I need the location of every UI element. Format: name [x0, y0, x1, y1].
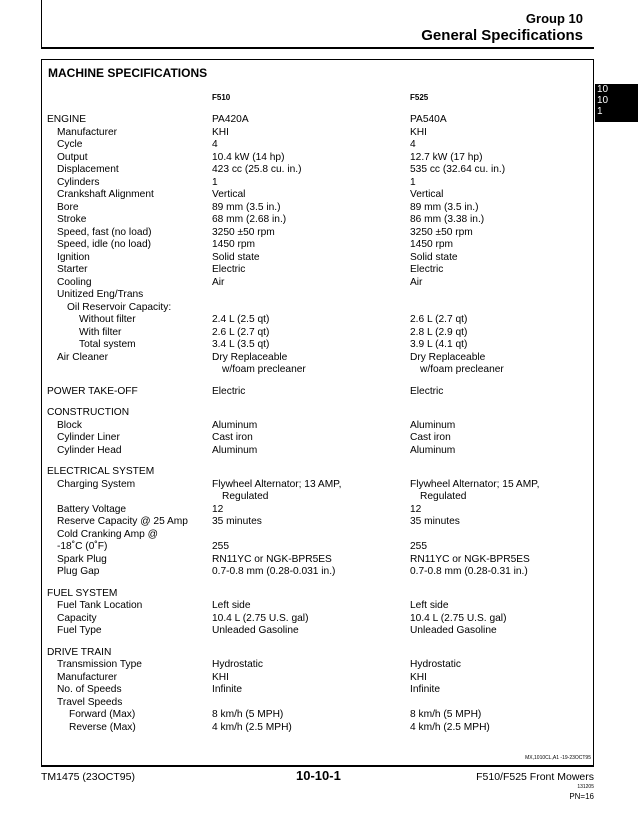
- spec-label: Manufacturer: [57, 126, 118, 138]
- spec-value-f510: Infinite: [212, 684, 243, 695]
- spec-value-f510: 2.4 L (2.5 qt): [212, 314, 270, 325]
- spec-value-f525: Dry Replaceable: [410, 351, 486, 363]
- spec-row: [0, 432, 594, 445]
- spec-label: Cold Cranking Amp @: [57, 528, 158, 540]
- spec-label: With filter: [79, 326, 122, 338]
- spec-value-f510: Flywheel Alternator; 13 AMP,: [212, 478, 342, 490]
- section-tab: [595, 84, 638, 122]
- spec-label: Fuel Tank Location: [57, 600, 143, 611]
- spec-row: [0, 352, 594, 365]
- spec-value-f510: PA420A: [212, 114, 249, 125]
- spec-value-f525: 8 km/h (5 MPH): [410, 709, 482, 720]
- spec-row: [0, 227, 594, 240]
- footer-code: 131205: [577, 784, 594, 790]
- spec-value-f525: 89 mm (3.5 in.): [410, 201, 479, 213]
- spec-row: [0, 529, 594, 542]
- spec-label: Capacity: [57, 612, 97, 624]
- spec-value-f525: 255: [410, 541, 427, 552]
- spec-row: [0, 152, 594, 165]
- spec-label: Stroke: [57, 214, 87, 225]
- spec-label: Travel Speeds: [57, 696, 123, 708]
- spec-table: [0, 114, 594, 734]
- spec-value-f525: Hydrostatic: [410, 659, 461, 670]
- spec-row: [0, 697, 594, 710]
- spec-value-f525: Aluminum: [410, 419, 456, 431]
- spec-row: [0, 554, 594, 567]
- spec-value-f525: PA540A: [410, 114, 447, 125]
- spec-value-f525: 3.9 L (4.1 qt): [410, 339, 468, 350]
- spec-value-f525: Left side: [410, 600, 449, 611]
- spec-label: DRIVE TRAIN: [47, 646, 112, 658]
- spec-label: Reserve Capacity @ 25 Amp: [57, 516, 188, 527]
- spec-value-f510: 1: [212, 176, 218, 188]
- spec-value-f510: 8 km/h (5 MPH): [212, 709, 284, 720]
- spec-value-f510: Electric: [212, 385, 246, 397]
- row-spacer: [0, 579, 594, 588]
- row-spacer: [0, 638, 594, 647]
- spec-row: [0, 289, 594, 302]
- footer-rule: [41, 766, 594, 767]
- spec-value-f525: 4 km/h (2.5 MPH): [410, 721, 490, 733]
- header-rule: [41, 47, 594, 49]
- spec-label: Cycle: [57, 139, 83, 150]
- spec-row: [0, 214, 594, 227]
- spec-row: [0, 114, 594, 127]
- spec-value-f525: KHI: [410, 671, 427, 683]
- spec-label: Forward (Max): [69, 709, 136, 720]
- spec-value-f525: Solid state: [410, 251, 458, 263]
- spec-label: Total system: [79, 339, 136, 350]
- footer-product: F510/F525 Front Mowers: [476, 771, 594, 783]
- spec-value-f510: 10.4 kW (14 hp): [212, 151, 285, 163]
- row-spacer: [0, 377, 594, 386]
- spec-label: Manufacturer: [57, 671, 118, 683]
- spec-row: [0, 189, 594, 202]
- spec-row: [0, 314, 594, 327]
- spec-value-f525: Electric: [410, 385, 444, 397]
- spec-value-f525: Regulated: [420, 491, 467, 502]
- spec-row: [0, 202, 594, 215]
- spec-value-f510: Regulated: [222, 491, 269, 502]
- spec-label: Cooling: [57, 276, 92, 288]
- spec-row: [0, 709, 594, 722]
- page-title: General Specifications: [421, 27, 583, 44]
- spec-value-f510: Aluminum: [212, 444, 258, 456]
- tab-line-2: 10: [597, 95, 609, 106]
- spec-value-f510: Unleaded Gasoline: [212, 625, 299, 636]
- spec-row: [0, 252, 594, 265]
- spec-row: [0, 613, 594, 626]
- spec-label: FUEL SYSTEM: [47, 587, 118, 599]
- spec-row: [0, 327, 594, 340]
- spec-label: Without filter: [79, 314, 136, 325]
- spec-value-f525: RN11YC or NGK-BPR5ES: [410, 553, 530, 565]
- group-label: Group 10: [525, 11, 583, 26]
- spec-row: [0, 177, 594, 190]
- spec-label: Plug Gap: [57, 566, 100, 577]
- spec-row: [0, 722, 594, 735]
- spec-row: [0, 600, 594, 613]
- spec-value-f510: 0.7-0.8 mm (0.28-0.031 in.): [212, 566, 336, 577]
- spec-row: [0, 364, 594, 377]
- spec-value-f510: KHI: [212, 126, 229, 138]
- spec-row: [0, 625, 594, 638]
- spec-value-f525: 10.4 L (2.75 U.S. gal): [410, 612, 507, 624]
- spec-row: [0, 339, 594, 352]
- spec-row: [0, 541, 594, 554]
- spec-value-f525: Vertical: [410, 189, 444, 200]
- footer-page-number: PN=16: [569, 792, 594, 801]
- spec-value-f525: 12: [410, 503, 422, 515]
- spec-label: Speed, fast (no load): [57, 226, 152, 238]
- spec-label: Fuel Type: [57, 625, 102, 636]
- spec-label: -18˚C (0˚F): [57, 541, 108, 552]
- spec-value-f525: Unleaded Gasoline: [410, 625, 497, 636]
- spec-row: [0, 386, 594, 399]
- spec-label: Bore: [57, 201, 79, 213]
- spec-value-f510: Solid state: [212, 251, 260, 263]
- spec-label: Speed, idle (no load): [57, 239, 152, 250]
- tab-line-1: 10: [597, 84, 609, 95]
- figure-reference: MX,1010CL,A1 -19-23OCT95: [525, 755, 591, 761]
- spec-value-f510: 35 minutes: [212, 516, 262, 527]
- spec-value-f525: 35 minutes: [410, 516, 460, 527]
- spec-label: Crankshaft Alignment: [57, 189, 154, 200]
- spec-value-f525: 1450 rpm: [410, 239, 454, 250]
- spec-value-f510: Air: [212, 276, 225, 288]
- spec-value-f510: Vertical: [212, 189, 246, 200]
- spec-value-f510: w/foam precleaner: [222, 364, 306, 375]
- spec-row: [0, 407, 594, 420]
- spec-value-f525: 1: [410, 176, 416, 188]
- spec-label: Ignition: [57, 251, 90, 263]
- spec-row: [0, 420, 594, 433]
- spec-row: [0, 479, 594, 492]
- spec-row: [0, 491, 594, 504]
- spec-value-f525: Infinite: [410, 684, 441, 695]
- spec-row: [0, 277, 594, 290]
- spec-value-f525: Cast iron: [410, 432, 451, 443]
- spec-row: [0, 445, 594, 458]
- spec-value-f510: Hydrostatic: [212, 659, 263, 670]
- spec-label: POWER TAKE-OFF: [47, 385, 138, 397]
- spec-value-f525: Flywheel Alternator; 15 AMP,: [410, 478, 540, 490]
- tab-line-3: 1: [597, 106, 603, 117]
- spec-row: [0, 516, 594, 529]
- spec-value-f510: 12: [212, 503, 224, 515]
- spec-row: [0, 139, 594, 152]
- model-column-a: F510: [212, 93, 231, 102]
- spec-value-f525: Air: [410, 276, 423, 288]
- spec-value-f525: w/foam precleaner: [420, 364, 504, 375]
- spec-row: [0, 264, 594, 277]
- spec-label: Battery Voltage: [57, 503, 127, 515]
- spec-value-f525: KHI: [410, 126, 427, 138]
- spec-row: [0, 566, 594, 579]
- spec-row: [0, 659, 594, 672]
- spec-label: Cylinder Head: [57, 444, 122, 456]
- spec-label: Output: [57, 151, 88, 163]
- spec-label: No. of Speeds: [57, 684, 122, 695]
- spec-heading: MACHINE SPECIFICATIONS: [48, 66, 208, 80]
- spec-value-f510: Left side: [212, 600, 251, 611]
- spec-label: Oil Reservoir Capacity:: [67, 301, 172, 313]
- spec-row: [0, 684, 594, 697]
- row-spacer: [0, 457, 594, 466]
- spec-value-f510: 1450 rpm: [212, 239, 256, 250]
- spec-value-f510: 2.6 L (2.7 qt): [212, 326, 270, 338]
- spec-label: Air Cleaner: [57, 351, 108, 363]
- spec-label: ELECTRICAL SYSTEM: [47, 466, 155, 477]
- spec-value-f525: 3250 ±50 rpm: [410, 226, 473, 238]
- spec-value-f510: Dry Replaceable: [212, 351, 288, 363]
- spec-value-f525: 4: [410, 139, 416, 150]
- spec-row: [0, 588, 594, 601]
- spec-value-f510: Cast iron: [212, 432, 253, 443]
- spec-value-f525: Electric: [410, 264, 444, 275]
- row-spacer: [0, 398, 594, 407]
- spec-value-f510: KHI: [212, 671, 229, 683]
- spec-value-f510: 4: [212, 139, 218, 150]
- spec-value-f510: 3.4 L (3.5 qt): [212, 339, 270, 350]
- spec-label: Unitized Eng/Trans: [57, 289, 144, 300]
- spec-label: CONSTRUCTION: [47, 407, 130, 418]
- spec-value-f510: Electric: [212, 264, 246, 275]
- spec-value-f510: 3250 ±50 rpm: [212, 226, 275, 238]
- footer-page-id: 10-10-1: [296, 768, 341, 783]
- spec-value-f510: Aluminum: [212, 419, 258, 431]
- spec-row: [0, 647, 594, 660]
- spec-label: Starter: [57, 264, 88, 275]
- spec-value-f525: 86 mm (3.38 in.): [410, 214, 485, 225]
- spec-value-f510: 89 mm (3.5 in.): [212, 201, 281, 213]
- model-column-b: F525: [410, 93, 429, 102]
- spec-value-f510: RN11YC or NGK-BPR5ES: [212, 553, 332, 565]
- spec-value-f510: 10.4 L (2.75 U.S. gal): [212, 612, 309, 624]
- spec-value-f525: 0.7-0.8 mm (0.28-0.31 in.): [410, 566, 528, 577]
- spec-row: [0, 164, 594, 177]
- spec-row: [0, 239, 594, 252]
- spec-label: Charging System: [57, 478, 136, 490]
- spec-label: Spark Plug: [57, 553, 107, 565]
- spec-label: Cylinders: [57, 176, 100, 188]
- footer-doc-id: TM1475 (23OCT95): [41, 771, 135, 783]
- spec-row: [0, 672, 594, 685]
- spec-value-f525: 2.6 L (2.7 qt): [410, 314, 468, 325]
- spec-row: [0, 127, 594, 140]
- header-left-rule: [41, 0, 42, 48]
- spec-row: [0, 302, 594, 315]
- spec-label: ENGINE: [47, 114, 87, 125]
- spec-value-f510: 4 km/h (2.5 MPH): [212, 721, 292, 733]
- spec-label: Block: [57, 419, 82, 431]
- spec-value-f510: 68 mm (2.68 in.): [212, 214, 287, 225]
- spec-label: Cylinder Liner: [57, 432, 120, 443]
- spec-value-f510: 255: [212, 541, 229, 552]
- spec-value-f525: Aluminum: [410, 444, 456, 456]
- spec-label: Transmission Type: [57, 659, 142, 670]
- spec-row: [0, 466, 594, 479]
- spec-value-f525: 12.7 kW (17 hp): [410, 151, 483, 163]
- spec-value-f525: 535 cc (32.64 cu. in.): [410, 164, 506, 175]
- spec-value-f525: 2.8 L (2.9 qt): [410, 326, 468, 338]
- spec-label: Displacement: [57, 164, 119, 175]
- spec-row: [0, 504, 594, 517]
- spec-value-f510: 423 cc (25.8 cu. in.): [212, 164, 302, 175]
- spec-label: Reverse (Max): [69, 721, 136, 733]
